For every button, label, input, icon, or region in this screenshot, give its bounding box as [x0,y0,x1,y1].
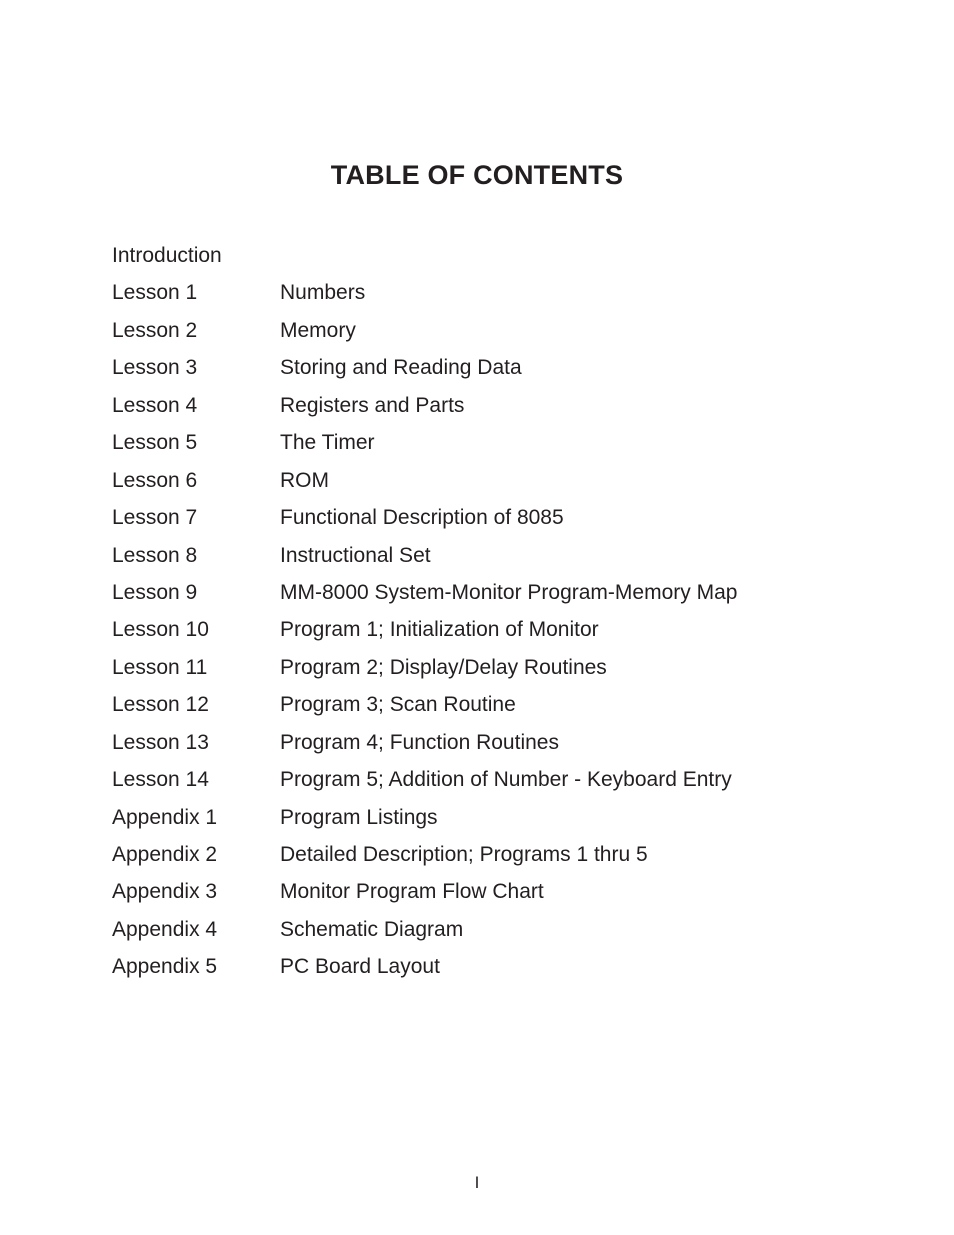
toc-entry-label: Lesson 14 [112,768,209,792]
toc-entry-label: Lesson 10 [112,618,209,642]
toc-entry-title: Instructional Set [280,543,431,567]
toc-entry-label: Appendix 3 [112,880,218,904]
toc-entry-label: Lesson 1 [112,281,198,305]
toc-entry-label: Appendix 4 [112,917,218,941]
toc-entry-title: Program 2; Display/Delay Routines [280,655,607,679]
toc-entry [112,465,872,502]
toc-entry-label: Lesson 9 [112,580,198,604]
toc-entry-label: Appendix 1 [112,805,218,829]
toc-entry [112,764,872,801]
toc-entry-title: Detailed Description; Programs 1 thru 5 [280,843,648,866]
toc-entry [112,240,872,277]
toc-entry-title: Program 5; Addition of Number - Keyboard Entry [280,768,732,792]
toc-entry-label: Lesson 3 [112,356,198,380]
toc-entry-title: Program 1; Initialization of Monitor [280,618,599,642]
toc-entry [112,427,872,464]
toc-entry-title: Functional Description of 8085 [280,506,564,530]
toc-entry [112,577,872,614]
toc-entry-title: MM-8000 System-Monitor Program-Memory Map [280,580,738,604]
toc-entry-title: Registers and Parts [280,393,465,417]
toc-entry-title: Monitor Program Flow Chart [280,880,544,904]
toc-entry [112,652,872,689]
toc-entry-title: PC Board Layout [280,955,440,979]
page-title: TABLE OF CONTENTS [330,160,624,190]
toc-entry-label: Appendix 2 [112,843,218,866]
toc-entry [112,390,872,427]
toc-entry-title: Memory [280,318,356,342]
toc-entry [112,951,872,988]
toc-entry [112,540,872,577]
table-of-contents-list [112,240,872,989]
toc-entry [112,277,872,314]
toc-entry [112,689,872,726]
toc-entry-label: Lesson 11 [112,655,208,679]
toc-entry [112,315,872,352]
toc-entry-label: Introduction [112,244,222,267]
toc-entry-label: Lesson 2 [112,318,198,342]
toc-entry-label: Lesson 4 [112,393,198,417]
toc-entry-label: Lesson 7 [112,506,198,530]
toc-entry [112,502,872,539]
toc-entry-title: Storing and Reading Data [280,356,522,380]
toc-entry-title: Schematic Diagram [280,917,464,941]
toc-entry-label: Lesson 13 [112,730,209,754]
toc-entry-title: Program Listings [280,805,438,829]
toc-entry [112,727,872,764]
toc-entry-title [280,240,872,277]
toc-entry [112,802,872,839]
toc-entry [112,614,872,651]
toc-entry-label: Lesson 6 [112,468,198,492]
toc-entry-label: Lesson 8 [112,543,198,567]
toc-entry [112,352,872,389]
toc-entry-title: ROM [280,468,329,492]
page-number: I [474,1173,480,1192]
toc-entry-title: Program 3; Scan Routine [280,693,516,717]
toc-entry [112,876,872,913]
toc-entry-label: Lesson 12 [112,693,209,717]
toc-entry-label: Appendix 5 [112,955,218,979]
toc-entry-title: Program 4; Function Routines [280,730,559,754]
toc-entry-label: Lesson 5 [112,431,198,455]
toc-entry [112,839,872,876]
toc-entry-title: Numbers [280,281,366,305]
toc-entry [112,914,872,951]
toc-entry-title: The Timer [280,431,375,455]
